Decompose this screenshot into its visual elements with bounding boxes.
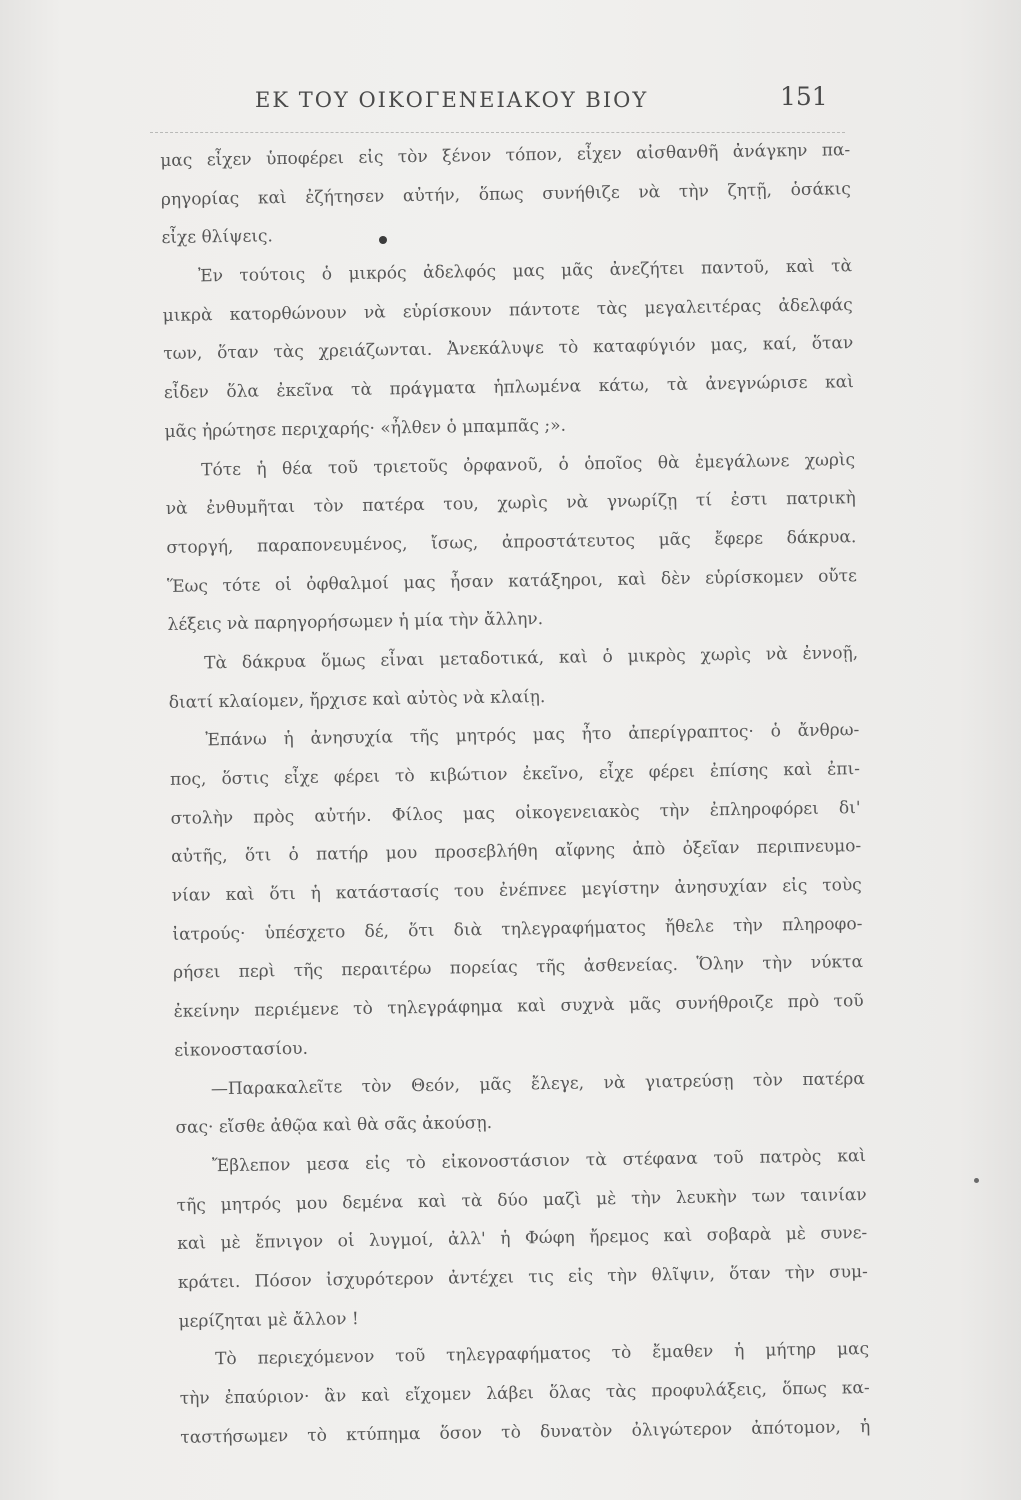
text-line: τὴν ἐπαύριον· ἂν καὶ εἴχομεν λάβει ὅλας τὰς προφυλάξεις, ὅπως κα- xyxy=(179,1378,870,1409)
text-line: ἐκείνην περιέμενε τὸ τηλεγράφημα καὶ συχνὰ μᾶς συνήθροιζε πρὸ τοῦ xyxy=(173,991,864,1023)
text-line: στολὴν πρὸς αὐτήν. Φίλος μας οἰκογενειακὸς τὴν ἐπληροφόρει δι' xyxy=(170,797,861,829)
page-number: 151 xyxy=(780,82,828,111)
text-line: μᾶς ἠρώτησε περιχαρής· «ἦλθεν ὁ μπαμπᾶς ;». xyxy=(164,415,567,442)
text-line: Τὰ δάκρυα ὅμως εἶναι μεταδοτικά, καὶ ὁ μικρὸς χωρὶς νὰ ἐννοῇ, xyxy=(204,643,859,674)
text-line: Τότε ἡ θέα τοῦ τριετοῦς ὀρφανοῦ, ὁ ὁποῖος θὰ ἐμεγάλωνε χωρὶς xyxy=(200,449,856,480)
text-line: μερίζηται μὲ ἄλλον ! xyxy=(178,1308,359,1332)
text-line: Ἐν τούτοις ὁ μικρός ἀδελφός μας μᾶς ἀνεζήτει παντοῦ, καὶ τὰ xyxy=(197,256,853,287)
text-line: νίαν καὶ ὅτι ἡ κατάστασίς του ἐνέπνεε μεγίστην ἀνησυχίαν εἰς τοὺς xyxy=(171,875,862,906)
ink-speck xyxy=(974,1178,979,1183)
text-line: Ἔβλεπον μεσα εἰς τὸ εἰκονοστάσιον τὰ στέφανα τοῦ πατρὸς καὶ xyxy=(211,1145,867,1177)
text-line: μας εἶχεν ὑποφέρει εἰς τὸν ξένον τόπον, εἶχεν αἰσθανθῆ ἀνάγκην πα- xyxy=(160,140,851,171)
text-line: —Παρακαλεῖτε τὸν Θεόν, μᾶς ἔλεγε, νὰ γιατρεύσῃ τὸν πατέρα xyxy=(210,1068,865,1099)
running-title: ΕΚ ΤΟΥ ΟΙΚΟΓΕΝΕΙΑΚΟΥ ΒΙΟΥ xyxy=(255,88,649,112)
body-text xyxy=(160,131,871,1457)
text-line: μικρὰ κατορθώνουν νὰ εὑρίσκουν πάντοτε τὰς μεγαλειτέρας ἀδελφάς xyxy=(162,294,853,326)
text-line: ἰατρούς· ὑπέσχετο δέ, ὅτι διὰ τηλεγραφήματος ἤθελε τὴν πληροφο- xyxy=(172,913,863,945)
text-line: Ἕως τότε οἱ ὀφθαλμοί μας ἦσαν κατάξηροι, καὶ δὲν εὑρίσκομεν οὔτε xyxy=(166,565,858,597)
text-line: εἶχε θλίψεις. xyxy=(161,226,274,249)
text-line: Τὸ περιεχόμενον τοῦ τηλεγραφήματος τὸ ἔμαθεν ἡ μήτηρ μας xyxy=(214,1339,870,1370)
text-line: διατί κλαίομεν, ἤρχισε καὶ αὐτὸς νὰ κλαίῃ. xyxy=(168,686,546,713)
ink-speck xyxy=(379,236,387,244)
text-line: των, ὅταν τὰς χρειάζωνται. Ἀνεκάλυψε τὸ καταφύγιόν μας, καί, ὅταν xyxy=(163,333,854,365)
text-line: Ἐπάνω ἡ ἀνησυχία τῆς μητρός μας ἦτο ἀπερίγραπτος· ὁ ἄνθρω- xyxy=(205,720,860,751)
text-line: σας· εἴσθε ἀθῷα καὶ θὰ σᾶς ἀκούσῃ. xyxy=(175,1113,493,1139)
text-line: τῆς μητρός μου δεμένα καὶ τὰ δύο μαζὶ μὲ τὴν λευκὴν των ταινίαν xyxy=(176,1184,867,1216)
text-line: εἶδεν ὅλα ἐκεῖνα τὰ πράγματα ἡπλωμένα κάτω, τὰ ἀνεγνώρισε καὶ xyxy=(163,372,855,404)
text-line: ταστήσωμεν τὸ κτύπημα ὅσον τὸ δυνατὸν ὀλιγώτερον ἀπότομον, ἡ xyxy=(180,1416,871,1448)
text-line: λέξεις νὰ παρηγορήσωμεν ἡ μία τὴν ἄλλην. xyxy=(167,609,544,636)
text-line: πος, ὅστις εἶχε φέρει τὸ κιβώτιον ἐκεῖνο, εἶχε φέρει ἐπίσης καὶ ἐπι- xyxy=(169,759,861,790)
text-line: ρηγορίας καὶ ἐζήτησεν αὐτήν, ὅπως συνήθιζε νὰ τὴν ζητῇ, ὁσάκις xyxy=(160,178,851,210)
text-line: στοργή, παραπονευμένος, ἴσως, ἀπροστάτευτος μᾶς ἔφερε δάκρυα. xyxy=(166,526,857,558)
running-head xyxy=(150,82,850,122)
text-line: καὶ μὲ ἔπνιγον οἱ λυγμοί, ἀλλ' ἡ Φώφη ἤρεμος καὶ σοβαρὰ μὲ συνε- xyxy=(177,1223,868,1255)
text-line: κράτει. Πόσον ἰσχυρότερον ἀντέχει τις εἰς τὴν θλῖψιν, ὅταν τὴν συμ- xyxy=(177,1261,868,1293)
text-line: νὰ ἐνθυμῆται τὸν πατέρα του, χωρὶς νὰ γνωρίζῃ τί ἐστι πατρικὴ xyxy=(165,488,856,520)
text-line: εἰκονοστασίου. xyxy=(174,1038,309,1061)
text-line: ρήσει περὶ τῆς περαιτέρω πορείας τῆς ἀσθενείας. Ὅλην τὴν νύκτα xyxy=(172,952,864,984)
text-line: αὐτῆς, ὅτι ὁ πατήρ μου προσεβλήθη αἴφνης ἀπὸ ὀξεῖαν περιπνευμο- xyxy=(171,836,862,868)
